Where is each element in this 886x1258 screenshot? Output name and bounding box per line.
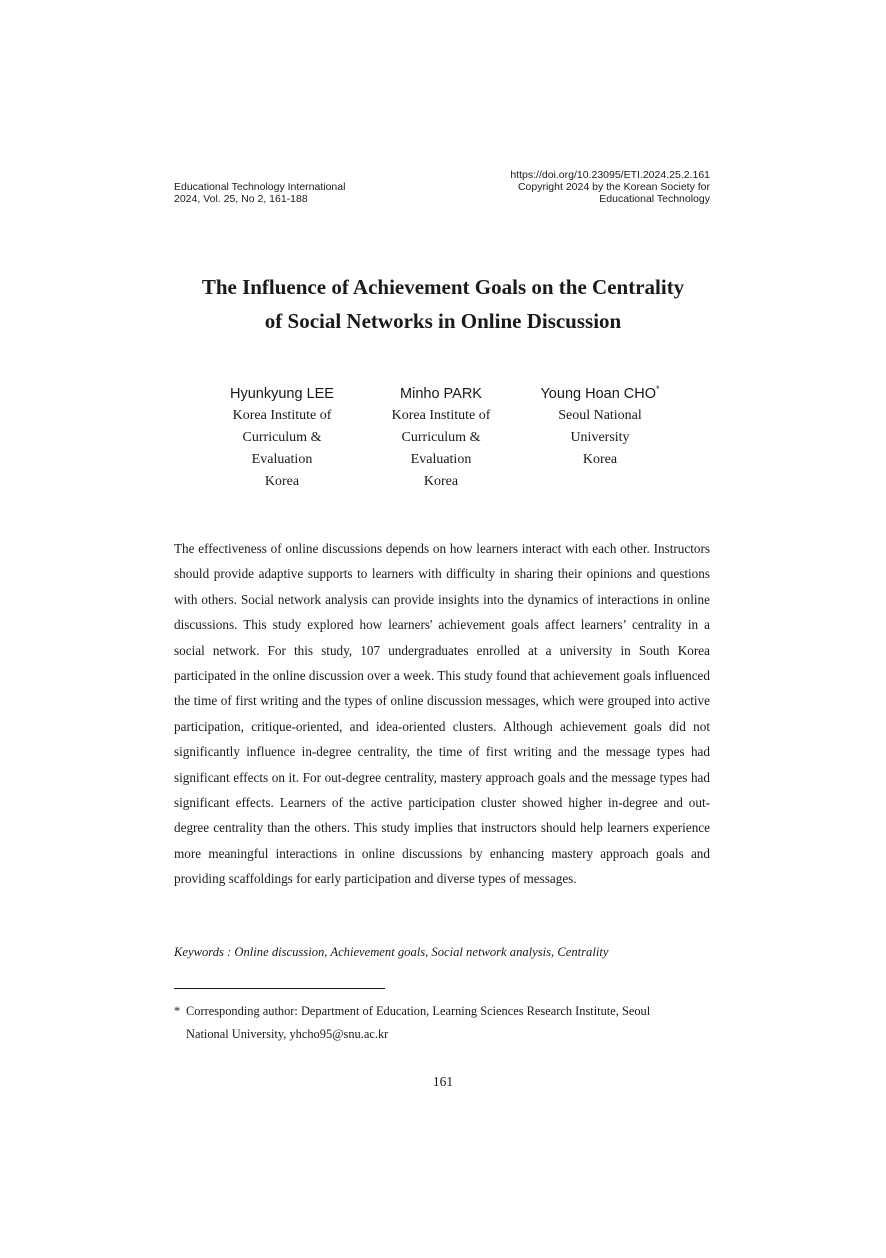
author-block xyxy=(361,385,521,493)
abstract: The effectiveness of online discussions depends on how learners interact with each other. Instructors should provide adaptive supports to learners with difficulty in sharing their opinions and questions with others. Social network analysis can provide insights into the dynamics of interactions in online discussions. This study explored how learners' achievement goals affect learners’ centrality in a social network. For this study, 107 undergraduates enrolled at a university in South Korea participated in the online discussion over a week. This study found that achievement goals influenced the time of first writing and the types of online discussion messages, which were grouped into active participation, critique-oriented, and idea-oriented clusters. Although achievement goals did not significantly influence in-degree centrality, the time of first writing and the message types had significant effects on it. For out-degree centrality, mastery approach goals and the message types had significant effects. Learners of the active participation cluster showed higher in-degree and out-degree centrality than the others. This study implies that instructors should help learners experience more meaningful interactions in online discussions by enhancing mastery approach goals and providing scaffoldings for early participation and diverse types of messages. xyxy=(174,541,710,887)
footnote-line-2: National University, yhcho95@snu.ac.kr xyxy=(186,1027,389,1041)
copyright-line-2: Educational Technology xyxy=(599,193,710,205)
footnote xyxy=(174,1000,704,1046)
page-number: 161 xyxy=(432,1074,454,1089)
keywords: Keywords : Online discussion, Achievement goals, Social network analysis, Centrality xyxy=(174,945,609,959)
title-line-1: The Influence of Achievement Goals on the Centrality xyxy=(201,275,685,299)
doi-link[interactable]: https://doi.org/10.23095/ETI.2024.25.2.161 xyxy=(510,169,710,181)
journal-name: Educational Technology International xyxy=(174,181,346,193)
author-affiliation: Korea Institute of Curriculum & Evaluation Korea xyxy=(391,408,491,489)
author-affiliation: Seoul National University Korea xyxy=(558,408,642,467)
title-line-2: of Social Networks in Online Discussion xyxy=(264,309,622,333)
corresponding-author-marker: * xyxy=(656,384,660,394)
doi-header xyxy=(510,169,710,205)
footnote-line-1: Corresponding author: Department of Education, Learning Sciences Research Institute, Seoul xyxy=(186,1004,651,1018)
author-block xyxy=(520,385,680,471)
footnote-divider xyxy=(174,988,385,989)
author-block xyxy=(202,385,362,493)
paper-title xyxy=(120,270,766,338)
author-name: Hyunkyung LEE xyxy=(230,386,334,402)
journal-volume: 2024, Vol. 25, No 2, 161-188 xyxy=(174,193,308,205)
journal-header xyxy=(174,181,345,205)
footnote-marker: * xyxy=(174,1004,181,1018)
author-name: Minho PARK xyxy=(400,386,482,402)
author-affiliation: Korea Institute of Curriculum & Evaluation Korea xyxy=(232,408,332,489)
copyright-line-1: Copyright 2024 by the Korean Society for xyxy=(517,181,710,193)
author-name: Young Hoan CHO* xyxy=(540,384,660,402)
